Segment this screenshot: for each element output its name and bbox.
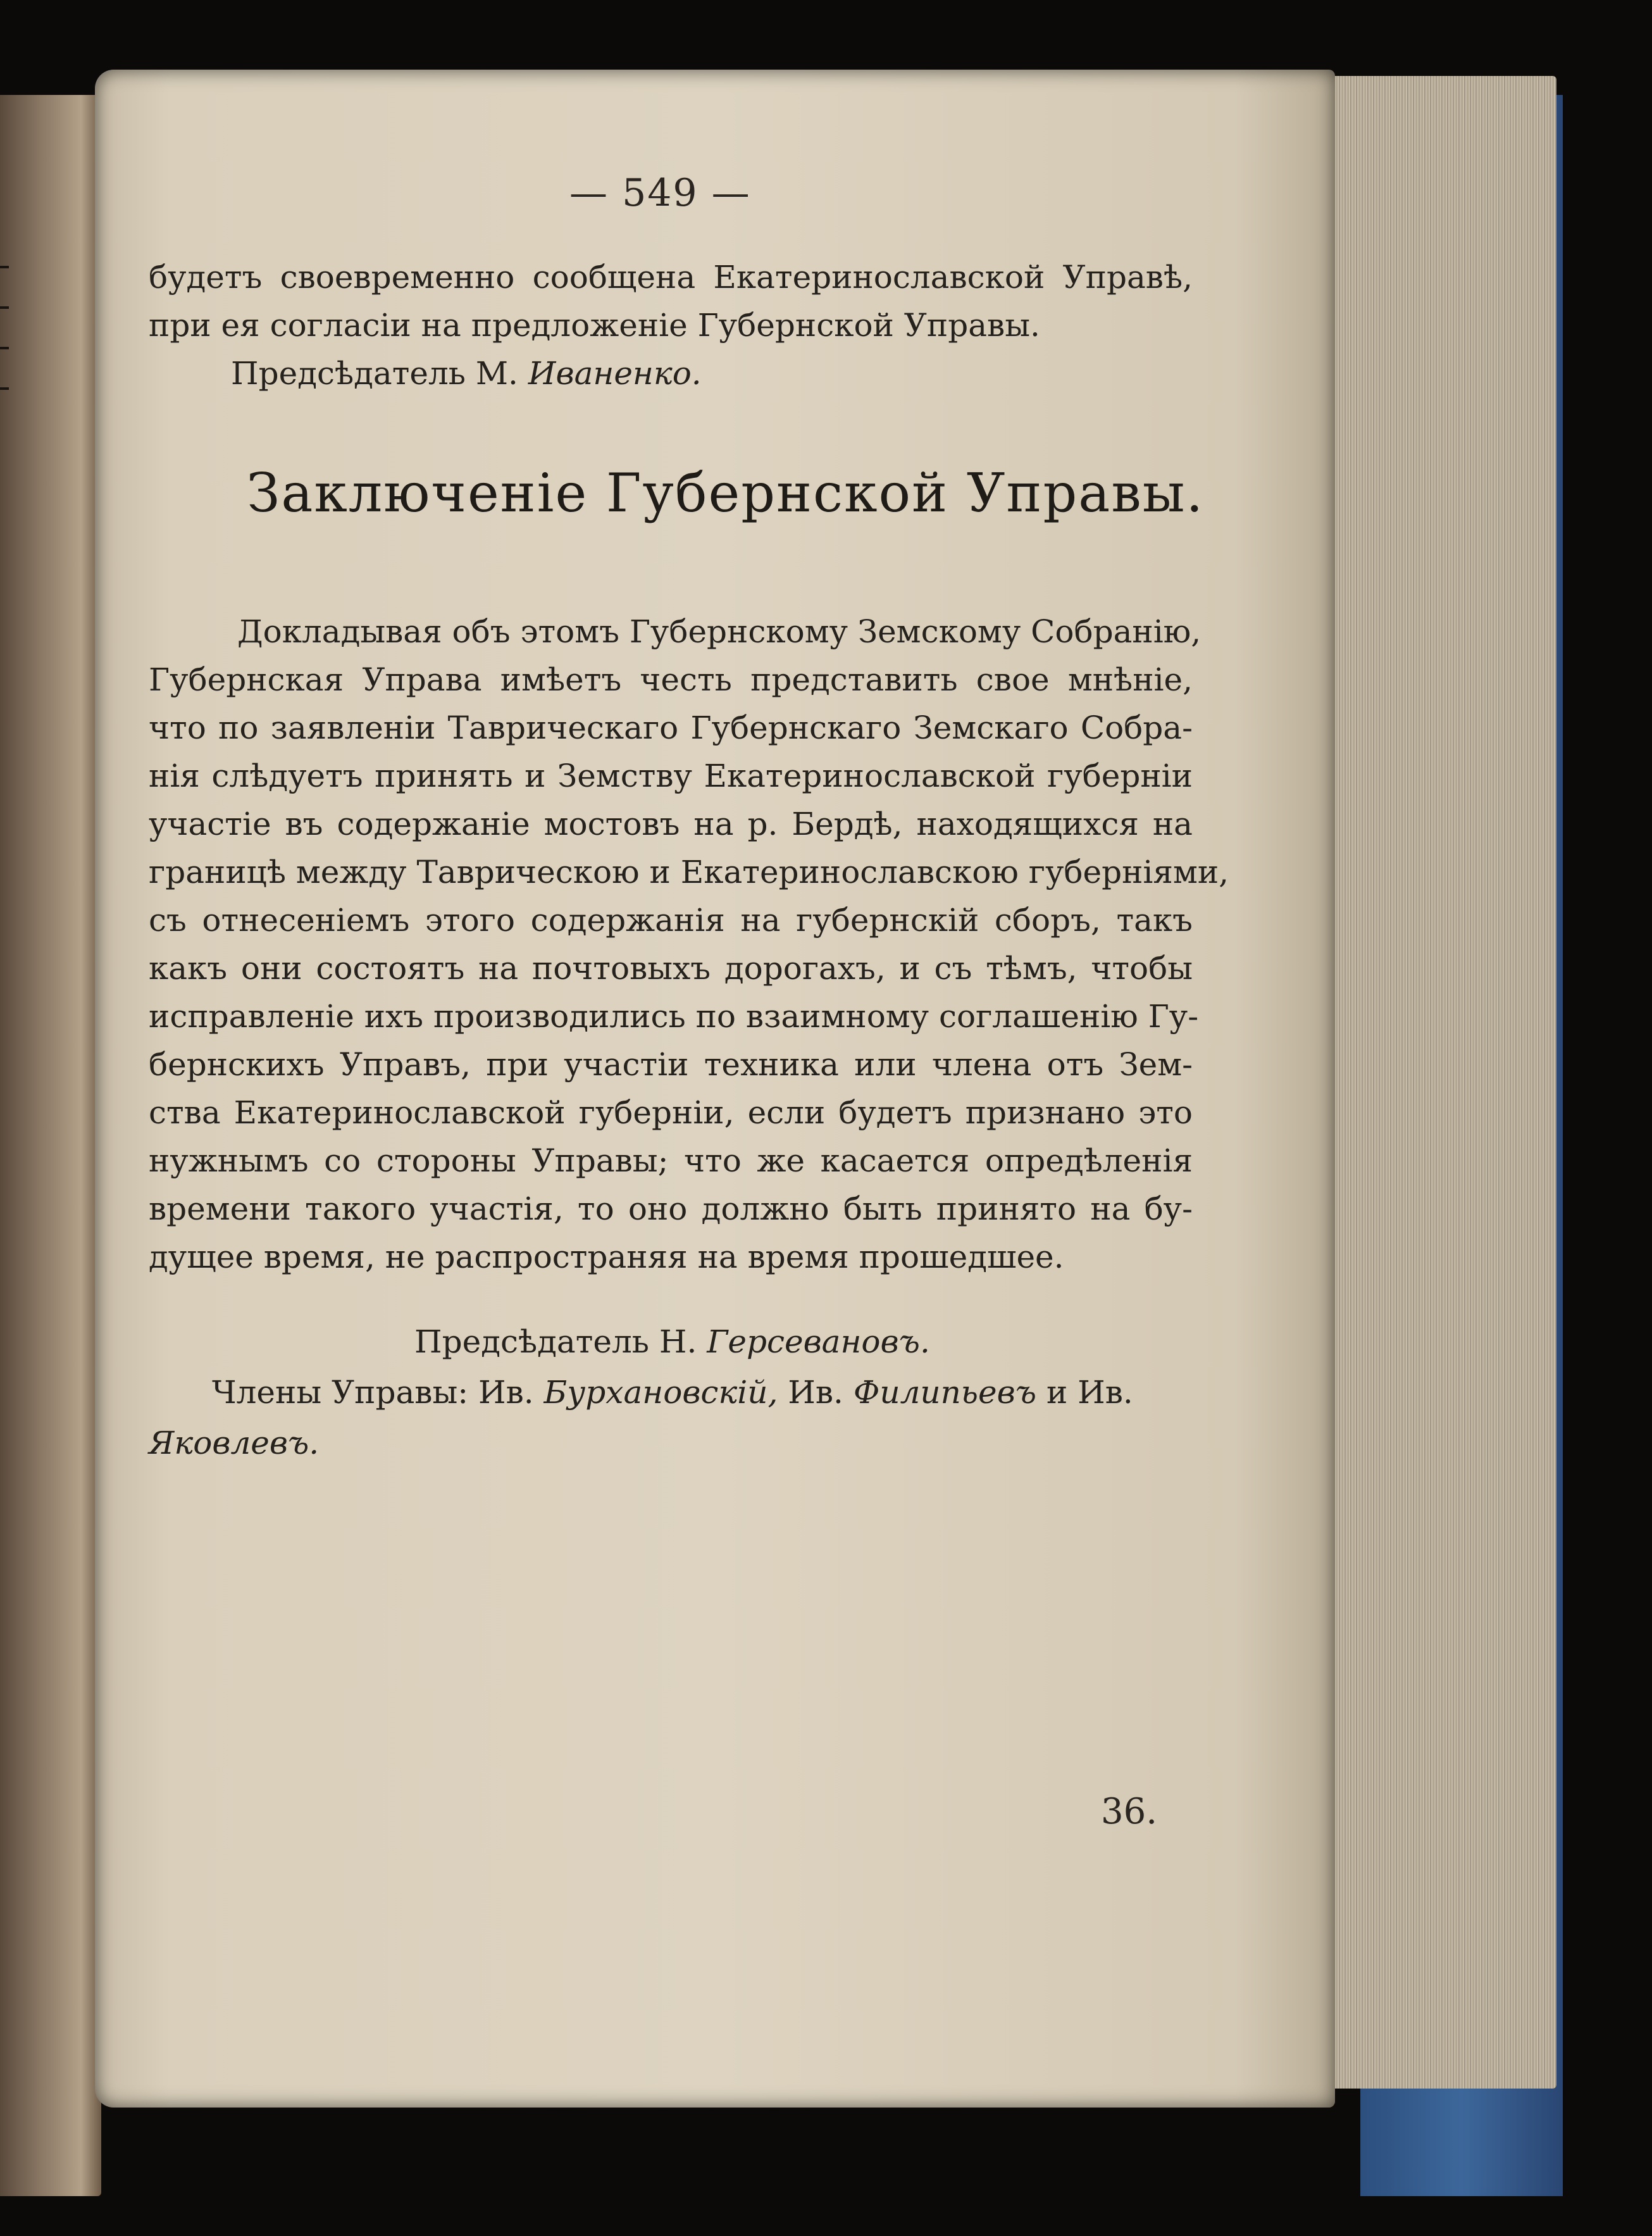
intro-signature-name: Иваненко.: [528, 355, 702, 392]
chairman-signature: [149, 1316, 1193, 1367]
body-line: нія слѣдуетъ принять и Земству Екатеринославской губерніи: [149, 758, 1193, 794]
intro-line: будетъ своевременно сообщена Екатеринославской Управѣ,: [149, 259, 1193, 296]
members-prefix: Члены Управы: Ив.: [212, 1374, 534, 1411]
members-mid: Ив.: [788, 1374, 843, 1411]
body-line: съ отнесеніемъ этого содержанія на губернскій сборъ, такъ: [149, 902, 1193, 939]
facing-page-marks: [0, 266, 11, 443]
member-name-1: Бурхановскій,: [543, 1374, 778, 1411]
facing-page-edge: [0, 95, 101, 2196]
page-stack-edge: [1316, 76, 1556, 2089]
chairman-name: Герсевановъ.: [707, 1323, 930, 1360]
intro-line: при ея согласіи на предложеніе Губернской Управы.: [149, 307, 1040, 344]
chairman-prefix: Предсѣдатель Н.: [414, 1323, 697, 1360]
body-line: бернскихъ Управъ, при участіи техника или члена отъ Зем-: [149, 1046, 1193, 1083]
section-heading: Заключеніе Губернской Управы.: [247, 462, 1205, 524]
members-and: и Ив.: [1046, 1374, 1133, 1411]
intro-signature: [149, 349, 1193, 397]
page-number: — 549 —: [569, 171, 751, 215]
member-name-2: Филипьевъ: [853, 1374, 1037, 1411]
intro-signature-prefix: Предсѣдатель М.: [231, 355, 518, 392]
members-signature: [149, 1367, 1193, 1418]
body-line: исправленіе ихъ производились по взаимному соглашенію Гу-: [149, 998, 1199, 1035]
body-line: ства Екатеринославской губерніи, если будетъ признано это: [149, 1094, 1193, 1131]
body-line: Губернская Управа имѣетъ честь представить свое мнѣніе,: [149, 661, 1193, 698]
intro-text: [149, 253, 1193, 397]
body-line: Докладывая объ этомъ Губернскому Земскому Собранію,: [237, 613, 1202, 650]
body-line: времени такого участія, то оно должно быть принято на бу-: [149, 1190, 1193, 1227]
body-line: нужнымъ со стороны Управы; что же касается опредѣленія: [149, 1142, 1193, 1179]
member-name-3: Яковлевъ.: [149, 1425, 320, 1461]
body-line: что по заявленіи Таврическаго Губернскаго Земскаго Собра-: [149, 709, 1193, 746]
body-line: дущее время, не распространяя на время прошедшее.: [149, 1239, 1064, 1275]
conclusion-body: [149, 608, 1229, 1281]
signatures: [149, 1316, 1193, 1468]
body-line: какъ они состоятъ на почтовыхъ дорогахъ, и съ тѣмъ, чтобы: [149, 950, 1193, 987]
body-line: границѣ между Таврическою и Екатеринославскою губерніями,: [149, 854, 1229, 890]
body-line: участіе въ содержаніе мостовъ на р. Бердѣ, находящихся на: [149, 806, 1193, 842]
signature-mark: 36.: [1101, 1791, 1158, 1832]
members-signature-cont: [149, 1418, 1193, 1468]
